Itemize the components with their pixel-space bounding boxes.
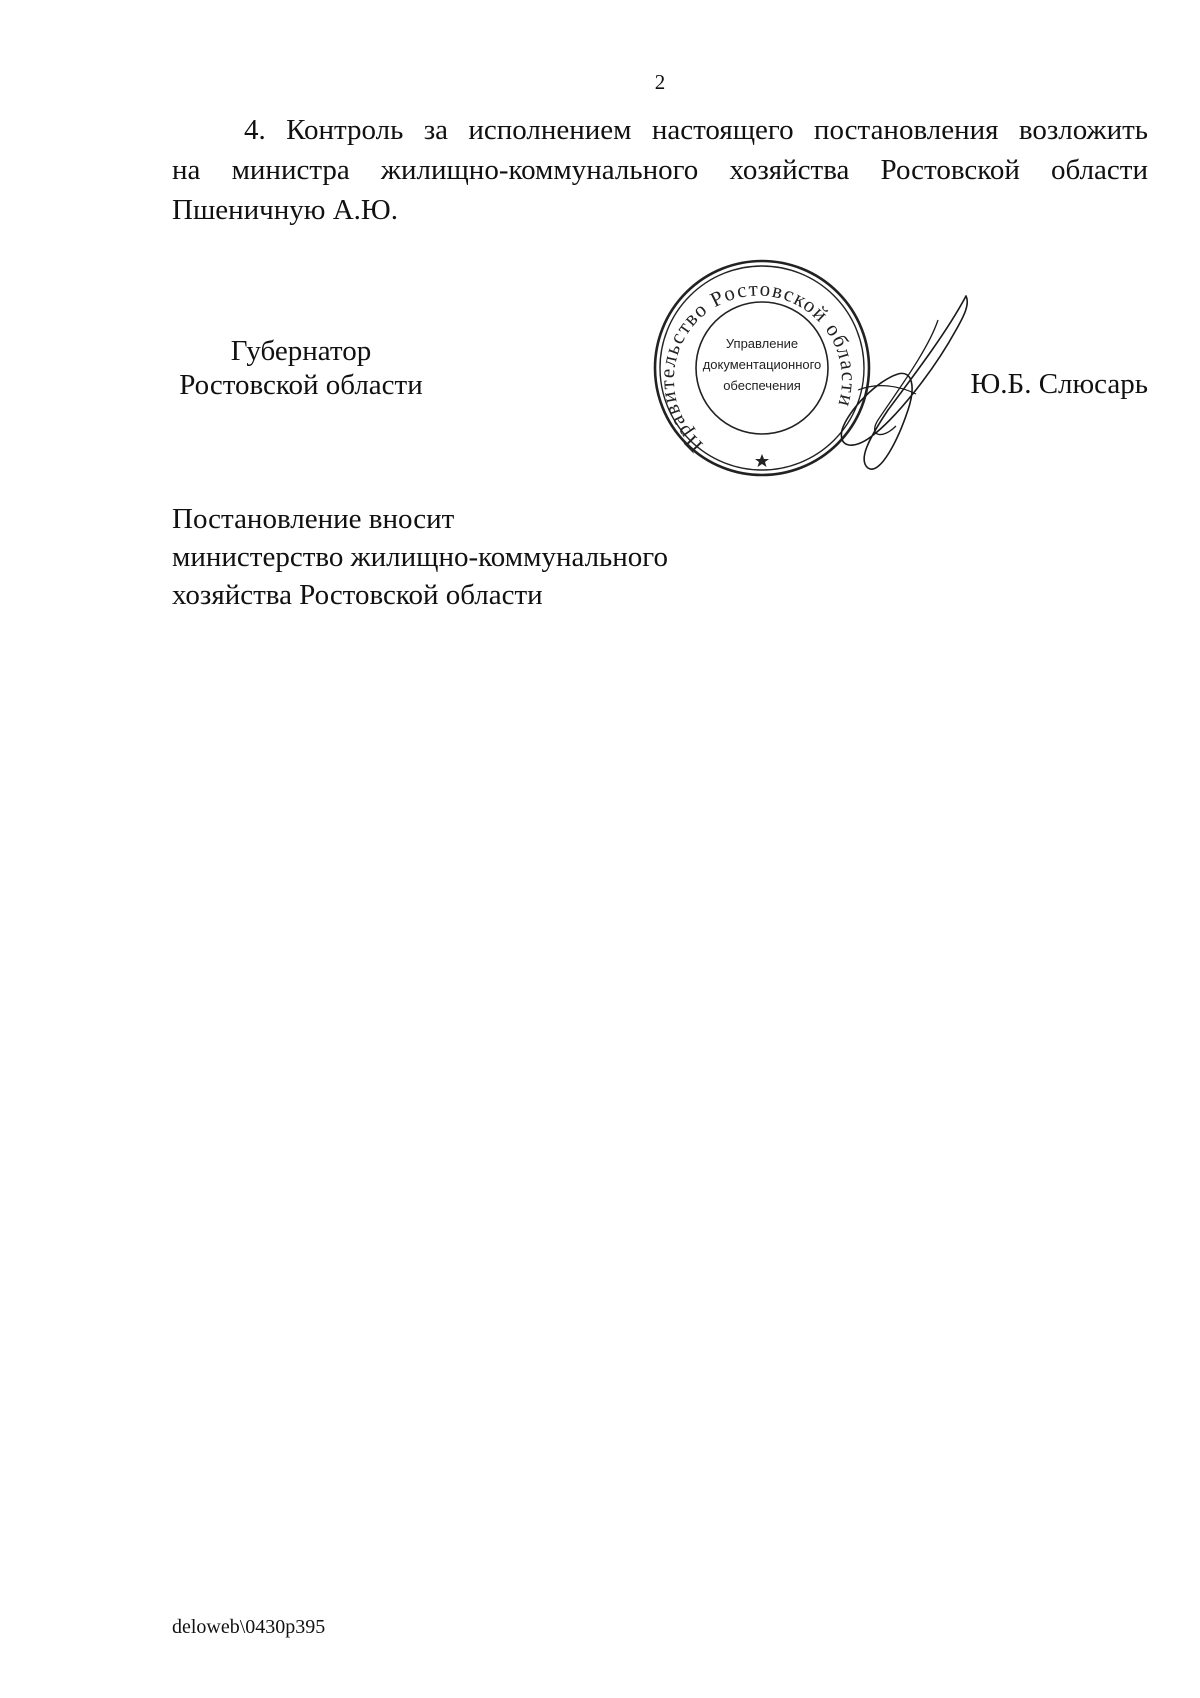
submitter-line-2: министерство жилищно-коммунального — [172, 541, 668, 573]
paragraph-line-3: Пшеничную А.Ю. — [172, 194, 398, 226]
governor-title-line-1: Губернатор — [230, 335, 372, 367]
handwritten-signature — [838, 290, 988, 475]
seal-star-icon — [755, 454, 769, 467]
document-code: deloweb\0430p395 — [172, 1616, 326, 1638]
submitter-block — [172, 500, 668, 614]
seal-ring-text: Правительство Ростовской области — [654, 276, 862, 458]
governor-title — [176, 334, 426, 402]
paragraph-line-2: на министра жилищно-коммунального хозяйства Ростовской области — [172, 154, 1148, 186]
page-number: 2 — [654, 70, 666, 94]
signer-name: Ю.Б. Слюсарь — [970, 368, 1148, 400]
submitter-line-3: хозяйства Ростовской области — [172, 579, 543, 611]
submitter-line-1: Постановление вносит — [172, 503, 455, 535]
paragraph-line-1: 4. Контроль за исполнением настоящего постановления возложить — [244, 114, 1148, 146]
body-paragraph — [172, 110, 1148, 230]
seal-center-line-1: Управление — [725, 336, 799, 351]
seal-center-line-3: обеспечения — [723, 378, 801, 393]
seal-center-line-2: документационного — [702, 357, 822, 372]
governor-title-line-2: Ростовской области — [179, 369, 423, 401]
